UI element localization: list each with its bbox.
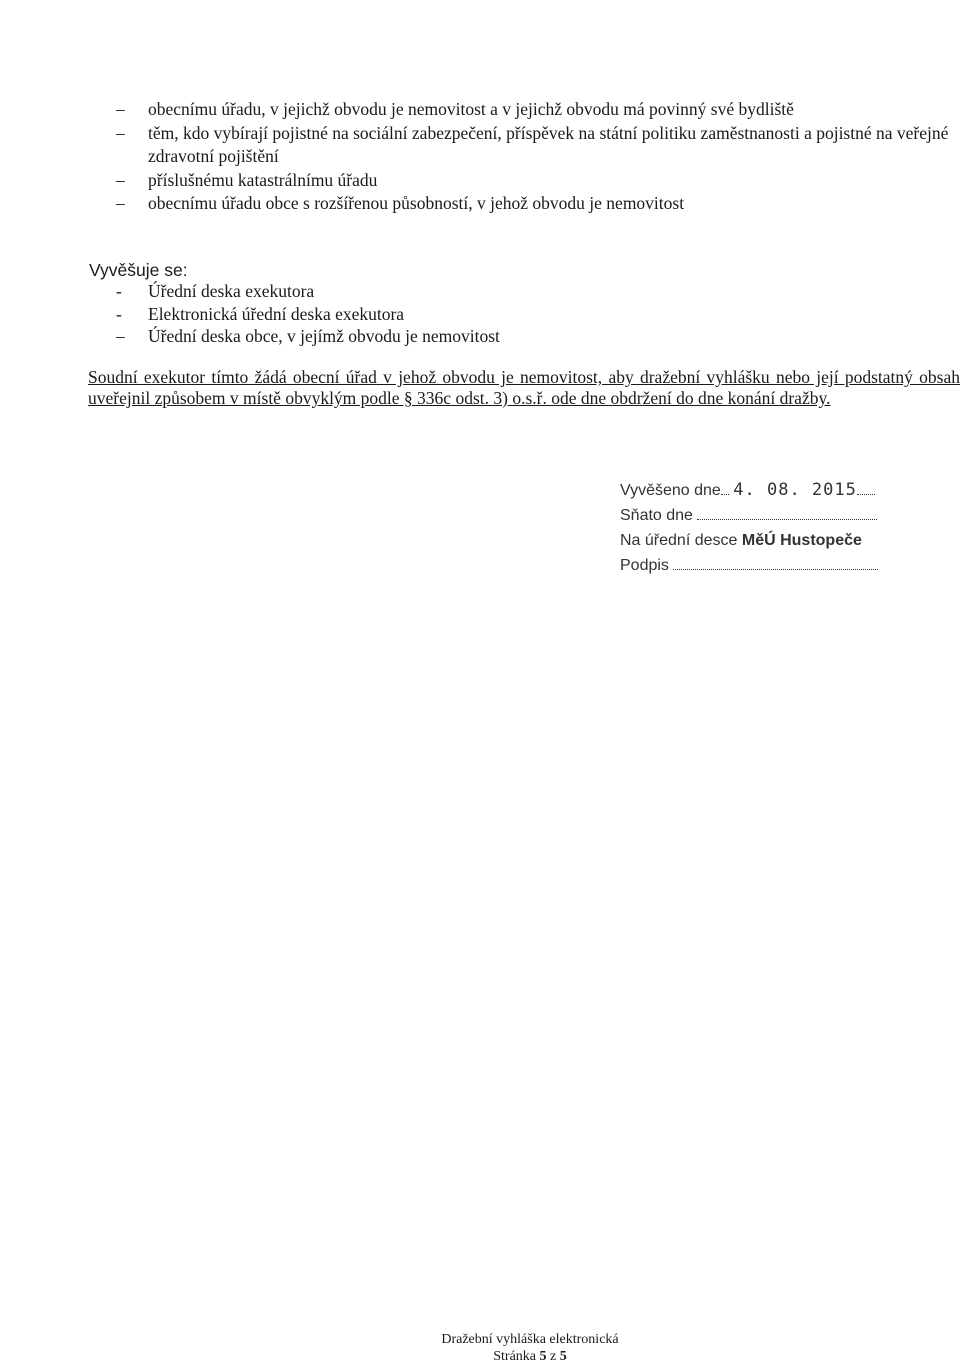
stamp-board-label: Na úřední desce [620, 532, 738, 549]
dash-bullet: - [116, 303, 122, 324]
dash-bullet: – [116, 326, 125, 346]
recipient-text: obecnímu úřadu, v jejichž obvodu je nemovitost a v jejichž obvodu má povinný své bydliště [148, 99, 794, 119]
list-item [116, 169, 956, 193]
recipient-text: obecnímu úřadu obce s rozšířenou působností, v jehož obvodu je nemovitost [148, 193, 685, 213]
request-paragraph: Soudní exekutor tímto žádá obecní úřad v jehož obvodu je nemovitost, aby dražební vyhlášku nebo její podstatný obsah uveřejnil způsobem v místě obvyklým podle § 336c odst. 3) o.s.ř. ode dne obdržení do dne konání dražby. [88, 367, 960, 408]
list-item [116, 122, 956, 169]
footer-title: Dražební vyhláška elektronická [441, 1332, 619, 1347]
list-item [116, 280, 816, 303]
stamp-removed-label: Sňato dne [620, 507, 693, 524]
posted-text: Elektronická úřední deska exekutora [148, 303, 405, 324]
dash-bullet: – [116, 169, 125, 190]
posted-text: Úřední deska obce, v jejímž obvodu je nemovitost [148, 326, 500, 346]
posted-heading: Vyvěšuje se: [89, 260, 188, 280]
dotted-line [673, 553, 878, 570]
page-prefix: Stránka [493, 1349, 537, 1364]
posted-text: Úřední deska exekutora [148, 281, 315, 301]
page-footer [400, 1331, 660, 1365]
stamp-posted-label: Vyvěšeno dne [620, 482, 721, 499]
stamp-removed-row [620, 503, 950, 528]
posting-stamp [620, 478, 950, 578]
recipients-list [116, 98, 956, 216]
posted-list [116, 280, 816, 348]
recipient-text: příslušnému katastrálnímu úřadu [148, 169, 378, 190]
dotted-line [857, 478, 875, 495]
stamp-board-office: MěÚ Hustopeče [741, 532, 862, 549]
dotted-line [721, 478, 729, 495]
list-item [116, 98, 956, 122]
stamp-posted-date: 4. 08. 2015 [733, 480, 857, 500]
recipient-text: těm, kdo vybírají pojistné na sociální zabezpečení, příspěvek na státní politiku zaměstnanosti a pojistné na veřejné zdravotní pojištění [148, 122, 949, 166]
page-sep: z [550, 1349, 557, 1364]
dash-bullet: – [116, 122, 125, 143]
stamp-signature-row [620, 553, 950, 578]
dash-bullet: - [116, 281, 122, 301]
dash-bullet: – [116, 99, 125, 119]
list-item [116, 303, 816, 326]
stamp-posted-row [620, 478, 950, 503]
dotted-line [697, 503, 877, 520]
dash-bullet: – [116, 193, 125, 213]
page-current: 5 [539, 1349, 547, 1364]
list-item [116, 192, 956, 216]
stamp-board-row [620, 528, 950, 553]
page-total: 5 [559, 1349, 567, 1364]
footer-page-number [400, 1348, 660, 1365]
list-item [116, 325, 816, 348]
stamp-signature-label: Podpis [620, 557, 669, 574]
